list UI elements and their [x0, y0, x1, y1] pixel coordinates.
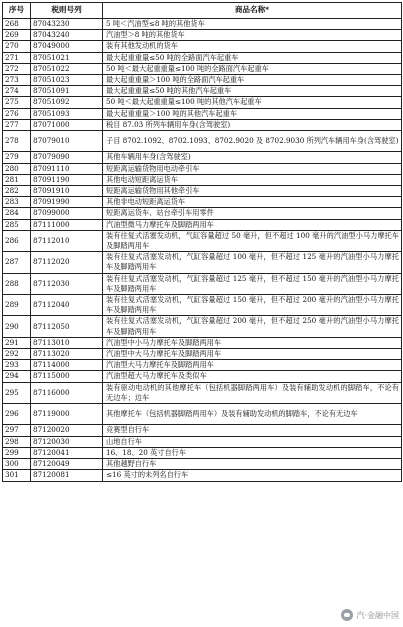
table-row: [3, 360, 402, 371]
serial-no-cell: 290: [3, 316, 31, 337]
table-row: [3, 447, 402, 458]
tariff-code-cell: 87120020: [31, 425, 103, 436]
table-row: [3, 86, 402, 97]
serial-no-cell: 300: [3, 459, 31, 470]
tariff-code-cell: 87091110: [31, 163, 103, 174]
product-name-cell: 50 吨＜最大起重重量≤100 吨的全路面汽车起重车: [103, 63, 402, 74]
table-row: [3, 186, 402, 197]
serial-no-cell: 275: [3, 97, 31, 108]
table-row: [3, 197, 402, 208]
tariff-code-cell: 87099000: [31, 208, 103, 219]
product-name-cell: 汽油型大马力摩托车及脚踏两用车: [103, 360, 402, 371]
table-row: [3, 470, 402, 481]
tariff-code-cell: 87051092: [31, 97, 103, 108]
product-name-cell: 最大起重重量≤50 吨的全路面汽车起重车: [103, 52, 402, 63]
product-name-cell: 装有驱动电动机的其他摩托车（包括机器脚踏两用车）及装有辅助发动机的脚踏车，不论有无边车；边车: [103, 382, 402, 403]
table-row: [3, 208, 402, 219]
serial-no-cell: 284: [3, 208, 31, 219]
tariff-code-cell: 87112050: [31, 316, 103, 337]
product-name-cell: 子目 8702.1092、8702.1093、8702.9020 及 8702.9030 所列汽车辆用车身(含驾驶室): [103, 131, 402, 152]
tariff-code-cell: 87115000: [31, 371, 103, 382]
tariff-code-cell: 87043230: [31, 19, 103, 30]
wechat-logo-icon: [341, 609, 353, 621]
table-row: [3, 174, 402, 185]
serial-no-cell: 292: [3, 349, 31, 360]
tariff-code-cell: 87051093: [31, 108, 103, 119]
table-row: [3, 19, 402, 30]
serial-no-cell: 297: [3, 425, 31, 436]
tariff-code-cell: 87120049: [31, 459, 103, 470]
product-name-cell: 最大起重重量＞100 吨的全路面汽车起重车: [103, 75, 402, 86]
table-row: [3, 273, 402, 294]
product-name-cell: 5 吨＜汽油型≤8 吨的其他货车: [103, 19, 402, 30]
serial-no-cell: 282: [3, 186, 31, 197]
serial-no-cell: 296: [3, 404, 31, 425]
product-name-cell: 汽油型中大马力摩托车及脚踏两用车: [103, 349, 402, 360]
tariff-code-cell: 87079010: [31, 131, 103, 152]
table-row: [3, 75, 402, 86]
product-name-cell: 装有其他发动机的货车: [103, 41, 402, 52]
product-name-cell: 山地自行车: [103, 436, 402, 447]
table-row: [3, 382, 402, 403]
tariff-code-cell: 87079090: [31, 152, 103, 163]
table-row: [3, 30, 402, 41]
serial-no-cell: 273: [3, 75, 31, 86]
tariff-code-cell: 87113010: [31, 337, 103, 348]
table-row: [3, 337, 402, 348]
table-row: [3, 41, 402, 52]
tariff-code-cell: 87091910: [31, 186, 103, 197]
tariff-code-cell: 87051091: [31, 86, 103, 97]
table-row: [3, 230, 402, 251]
tariff-code-cell: 87120081: [31, 470, 103, 481]
tariff-table: [2, 2, 402, 482]
serial-no-cell: 280: [3, 163, 31, 174]
product-name-cell: 50 吨＜最大起重重量≤100 吨的其他汽车起重车: [103, 97, 402, 108]
serial-no-cell: 279: [3, 152, 31, 163]
serial-no-cell: 268: [3, 19, 31, 30]
serial-no-cell: 291: [3, 337, 31, 348]
table-row: [3, 97, 402, 108]
product-name-cell: 装有往复式活塞发动机，气缸容量超过 150 毫升，但不超过 200 毫升的汽油型小马力摩托车及脚踏两用车: [103, 295, 402, 316]
tariff-code-cell: 87120041: [31, 447, 103, 458]
product-name-cell: 汽油型＞8 吨的其他货车: [103, 30, 402, 41]
tariff-code-cell: 87120030: [31, 436, 103, 447]
product-name-cell: 装有往复式活塞发动机，气缸容量超过 125 毫升，但不超过 150 毫升的汽油型小马力摩托车及脚踏两用车: [103, 273, 402, 294]
product-name-cell: 装有往复式活塞发动机，气缸容量超过 200 毫升，但不超过 250 毫升的汽油型小马力摩托车及脚踏两用车: [103, 316, 402, 337]
serial-no-cell: 276: [3, 108, 31, 119]
serial-no-cell: 295: [3, 382, 31, 403]
table-row: [3, 436, 402, 447]
product-name-cell: 装有往复式活塞发动机，气缸容量超过 100 毫升，但不超过 125 毫升的汽油型小马力摩托车及脚踏两用车: [103, 252, 402, 273]
serial-no-cell: 301: [3, 470, 31, 481]
product-name-cell: 汽油型超大马力摩托车及类似车: [103, 371, 402, 382]
table-row: [3, 52, 402, 63]
serial-no-cell: 272: [3, 63, 31, 74]
tariff-code-cell: 87116000: [31, 382, 103, 403]
table-row: [3, 371, 402, 382]
serial-no-cell: 294: [3, 371, 31, 382]
serial-no-cell: 271: [3, 52, 31, 63]
table-row: [3, 459, 402, 470]
product-name-cell: 竞赛型自行车: [103, 425, 402, 436]
product-name-cell: 其他车辆用车身(含驾驶室): [103, 152, 402, 163]
table-header-row: [3, 3, 402, 19]
tariff-code-cell: 87111000: [31, 219, 103, 230]
table-row: [3, 219, 402, 230]
serial-no-cell: 269: [3, 30, 31, 41]
product-name-cell: 税目 87.03 所列车辆用车身(含驾驶室): [103, 119, 402, 130]
tariff-code-cell: 87049000: [31, 41, 103, 52]
serial-no-cell: 286: [3, 230, 31, 251]
tariff-code-cell: 87051021: [31, 52, 103, 63]
header-product-name: 商品名称*: [103, 3, 402, 19]
product-name-cell: 其他越野自行车: [103, 459, 402, 470]
serial-no-cell: 299: [3, 447, 31, 458]
tariff-code-cell: 87112010: [31, 230, 103, 251]
serial-no-cell: 278: [3, 131, 31, 152]
product-name-cell: 其他非电动短距离运货车: [103, 197, 402, 208]
product-name-cell: 装有往复式活塞发动机，气缸容量超过 50 毫升，但不超过 100 毫升的汽油型小马力摩托车及脚踏两用车: [103, 230, 402, 251]
product-name-cell: 短距离运输货物用其他牵引车: [103, 186, 402, 197]
serial-no-cell: 298: [3, 436, 31, 447]
table-row: [3, 316, 402, 337]
product-name-cell: ≤16 英寸的未列名自行车: [103, 470, 402, 481]
table-row: [3, 108, 402, 119]
serial-no-cell: 274: [3, 86, 31, 97]
table-row: [3, 131, 402, 152]
serial-no-cell: 270: [3, 41, 31, 52]
header-tariff-code: 税则号列: [31, 3, 103, 19]
tariff-code-cell: 87091190: [31, 174, 103, 185]
header-serial-no: 序号: [3, 3, 31, 19]
serial-no-cell: 281: [3, 174, 31, 185]
tariff-code-cell: 87112030: [31, 273, 103, 294]
serial-no-cell: 287: [3, 252, 31, 273]
tariff-code-cell: 87091990: [31, 197, 103, 208]
table-row: [3, 295, 402, 316]
serial-no-cell: 289: [3, 295, 31, 316]
serial-no-cell: 288: [3, 273, 31, 294]
serial-no-cell: 283: [3, 197, 31, 208]
serial-no-cell: 293: [3, 360, 31, 371]
table-row: [3, 163, 402, 174]
tariff-code-cell: 87051023: [31, 75, 103, 86]
tariff-code-cell: 87119000: [31, 404, 103, 425]
serial-no-cell: 277: [3, 119, 31, 130]
tariff-code-cell: 87071000: [31, 119, 103, 130]
table-row: [3, 152, 402, 163]
product-name-cell: 汽油型微马力摩托车及脚踏两用车: [103, 219, 402, 230]
tariff-code-cell: 87113020: [31, 349, 103, 360]
watermark-text: 汽·金融中国: [356, 610, 399, 620]
tariff-code-cell: 87112020: [31, 252, 103, 273]
serial-no-cell: 285: [3, 219, 31, 230]
product-name-cell: 最大起重重量＞100 吨的其他汽车起重车: [103, 108, 402, 119]
tariff-code-cell: 87043240: [31, 30, 103, 41]
product-name-cell: 其他电动短距离运货车: [103, 174, 402, 185]
table-row: [3, 63, 402, 74]
table-row: [3, 349, 402, 360]
table-row: [3, 119, 402, 130]
tariff-code-cell: 87114000: [31, 360, 103, 371]
source-watermark: [341, 607, 399, 623]
table-row: [3, 425, 402, 436]
product-name-cell: 短距离运输货物用电动牵引车: [103, 163, 402, 174]
product-name-cell: 汽油型中小马力摩托车及脚踏两用车: [103, 337, 402, 348]
product-name-cell: 16、18、20 英寸自行车: [103, 447, 402, 458]
product-name-cell: 其他摩托车（包括机器脚踏两用车）及装有辅助发动机的脚踏车，不论有无边车: [103, 404, 402, 425]
table-row: [3, 404, 402, 425]
tariff-code-cell: 87051022: [31, 63, 103, 74]
table-body: [3, 19, 402, 482]
table-row: [3, 252, 402, 273]
product-name-cell: 最大起重重量≤50 吨的其他汽车起重车: [103, 86, 402, 97]
product-name-cell: 短距离运货车、站台牵引车用零件: [103, 208, 402, 219]
tariff-code-cell: 87112040: [31, 295, 103, 316]
